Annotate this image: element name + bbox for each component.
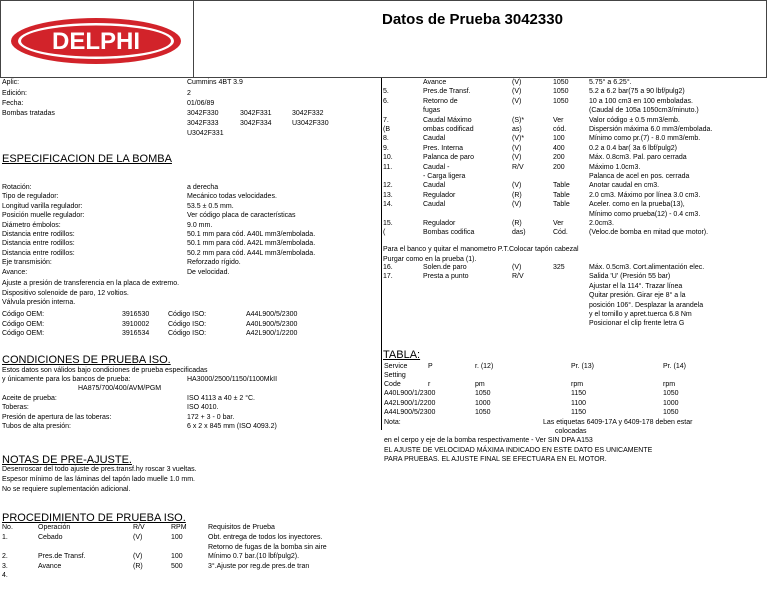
cond-value: ISO 4010. — [187, 404, 219, 412]
test-cell: (V) — [512, 79, 522, 86]
tabla-cell: 1000 — [663, 399, 679, 407]
test-cell: Regulador — [423, 220, 456, 227]
spec-value: 50.2 mm para cód. A44L mm3/embolada. — [187, 249, 316, 257]
test-cell: Regulador — [423, 191, 456, 199]
proc-cell: 500 — [171, 562, 183, 570]
tabla-header: Pr. (13) — [571, 363, 594, 370]
test-cell: 9. — [383, 144, 389, 152]
test-cell: (V) — [512, 144, 522, 152]
proc-cell: (R) — [133, 562, 143, 570]
test-cell: (V) — [512, 182, 522, 190]
test-cell: 5. — [383, 88, 389, 96]
test-cell: Ver — [553, 116, 564, 124]
oem-cell: Código ISO: — [168, 311, 207, 318]
proc-cell: Retorno de fugas de la bomba sin aire — [208, 543, 327, 551]
test-cell: Palanca de paro — [423, 154, 474, 162]
test-cell: 200 — [553, 154, 565, 162]
section-title: ESPECIFICACION DE LA BOMBA — [2, 153, 172, 165]
test-cell: 5.2 a 6.2 bar(75 a 90 lbf/pulg2) — [589, 88, 685, 96]
test-cell: cód. — [553, 126, 567, 133]
test-cell: Dispersión máxima 6.0 mm3/embolada. — [589, 126, 713, 133]
test-cell: Valor código ± 0.5 mm3/emb. — [589, 116, 680, 124]
tabla-nota: colocadas — [555, 428, 587, 435]
test-cell: Pres.de Transf. — [423, 88, 471, 96]
test-note: Para el banco y quitar el manometro P.T.Colocar tapón cabezal — [383, 246, 579, 253]
info-value: 2 — [187, 90, 191, 97]
tabla-footer: PARA PRUEBAS. EL AJUSTE FINAL SE EFECTUARA EN EL MOTOR. — [384, 456, 607, 463]
test-cell: 2.0cm3. — [589, 220, 614, 227]
proc-header: Requisitos de Prueba — [208, 524, 275, 531]
test-cell: 2.0 cm3. Máximo por línea 3.0 cm3. — [589, 191, 701, 199]
test-cell: Salida 'U' (Presión 55 bar) — [589, 273, 671, 281]
test-cell: Quitar presión. Girar eje 8° a la — [589, 292, 686, 300]
bomba-code: 3042F332 — [292, 110, 324, 117]
spec-value: 50.1 mm para cód. A40L mm3/embolada. — [187, 231, 316, 238]
test-cell: R/V — [512, 163, 524, 171]
proc-cell: 3°.Ajuste por reg.de pres.de tran — [208, 562, 310, 570]
test-cell: 14. — [383, 201, 393, 209]
spec-value: Ver código placa de características — [187, 212, 296, 220]
test-cell: 1050 — [553, 79, 569, 86]
proc-cell: 100 — [171, 534, 183, 541]
test-cell: (Caudal de 105a 1050cm3/minuto.) — [589, 107, 699, 115]
info-value: 01/06/89 — [187, 100, 215, 107]
cond-value: HA3000/2500/1150/1100MkII — [187, 376, 278, 383]
test-cell: (S)* — [512, 116, 525, 124]
tabla-cell: A44L900/5/2300 — [384, 409, 436, 416]
tabla-header: rpm — [571, 381, 584, 388]
test-cell: Palanca de acel en pos. cerrada — [589, 173, 690, 180]
tabla-cell: 1050 — [475, 390, 491, 397]
test-cell: Caudal - — [423, 163, 450, 171]
spec-value: Reforzado rígido. — [187, 259, 241, 267]
test-cell: as) — [512, 126, 522, 133]
test-cell: 0.2 a 0.4 bar( 3a 6 lbf/pulg2) — [589, 144, 677, 152]
test-cell: (V) — [512, 201, 522, 209]
tabla-footer: EL AJUSTE DE VELOCIDAD MÁXIMA INDICADO EN ESTE DATO ES UNICAMENTE — [384, 446, 653, 454]
spec-note: Dispositivo solenoide de paro, 12 voltios. — [2, 289, 129, 297]
test-cell: 100 — [553, 135, 565, 143]
tabla-header: Pr. (14) — [663, 363, 686, 370]
test-cell: Bombas codifica — [423, 229, 475, 237]
spec-label: Longitud varilla regulador: — [2, 202, 83, 210]
test-cell: Máximo 1.0cm3. — [589, 163, 641, 171]
cond-label: Tubos de alta presión: — [2, 423, 72, 430]
spec-label: Rotación: — [2, 184, 32, 191]
bomba-code: 3042F333 — [187, 120, 219, 127]
test-cell: Caudal Máximo — [423, 116, 472, 124]
test-cell: - Carga ligera — [423, 173, 466, 180]
test-cell: Mínimo como prueba(12) - 0.4 cm3. — [589, 210, 701, 218]
test-cell: Caudal — [423, 182, 446, 190]
test-cell: (R) — [512, 191, 522, 199]
test-cell: Máx. 0.8cm3. Pal. paro cerrada — [589, 154, 687, 162]
spec-value: 50.1 mm para cód. A42L mm3/embolada. — [187, 240, 316, 248]
info-label: Aplic: — [2, 79, 20, 86]
cond-value: 6 x 2 x 845 mm (ISO 4093.2) — [187, 423, 277, 430]
bomba-code: 3042F330 — [187, 110, 219, 117]
logo-text: DELPHI — [51, 28, 141, 55]
tabla-header: Service — [384, 363, 408, 370]
cond-label: Aceite de prueba: — [2, 394, 57, 402]
test-cell: ombas codificad — [423, 126, 474, 133]
spec-label: Posición muelle regulador: — [2, 212, 85, 220]
oem-cell: 3916530 — [122, 311, 150, 318]
spec-label: Avance: — [2, 268, 28, 276]
preajuste-note: Espesor mínimo de las láminas del tapón lado muelle 1.0 mm. — [2, 476, 195, 483]
proc-cell: Mínimo 0.7 bar.(10 lbf/pulg2). — [208, 553, 300, 560]
spec-label: Distancia entre rodillos: — [2, 249, 75, 257]
oem-cell: A40L900/5/2300 — [246, 320, 298, 328]
proc-cell: 100 — [171, 553, 183, 560]
proc-header: RPM — [171, 524, 187, 531]
test-cell: Solen.de paro — [423, 264, 467, 271]
cond-value: ISO 4113 a 40 ± 2 °C. — [187, 394, 255, 402]
tabla-cell: 1050 — [475, 409, 491, 416]
cond-intro: Estos datos son válidos bajo condiciones de prueba especificadas — [2, 367, 208, 374]
tabla-cell: A42L900/1/2200 — [384, 399, 436, 407]
tabla-cell: 1050 — [663, 409, 679, 416]
test-cell: (V) — [512, 97, 522, 105]
test-cell: 200 — [553, 163, 565, 171]
oem-cell: A42L900/1/2200 — [246, 330, 298, 337]
cond-value: 172 + 3 - 0 bar. — [187, 413, 235, 421]
test-cell: (Veloc.de bomba en mitad que motor). — [589, 229, 709, 237]
proc-cell: 3. — [2, 562, 8, 570]
test-cell: (V) — [512, 154, 522, 162]
test-cell: 12. — [383, 182, 393, 190]
tabla-nota-label: Nota: — [384, 419, 401, 426]
test-cell: 13. — [383, 191, 393, 199]
spec-label: Distancia entre rodillos: — [2, 231, 75, 238]
oem-cell: A44L900/5/2300 — [246, 311, 298, 318]
cond-value: HA875/700/400/AVM/PGM — [78, 385, 162, 393]
bomba-code: U3042F330 — [292, 120, 329, 127]
test-cell: 7. — [383, 116, 389, 124]
test-cell: y el tornillo y apret.tuerca 6.8 Nm — [589, 311, 692, 318]
tabla-cell: 1150 — [571, 390, 587, 397]
section-title: CONDICIONES DE PRUEBA ISO. — [2, 354, 171, 366]
tabla-cell: 1050 — [663, 390, 679, 397]
test-cell: Cód. — [553, 229, 568, 237]
info-label: Fecha: — [2, 100, 24, 107]
proc-cell: Obt. entrega de todos los inyectores. — [208, 534, 323, 541]
test-cell: Ajustar el la 114°. Trazar línea — [589, 282, 683, 290]
test-cell: (V) — [512, 264, 522, 271]
bomba-code: 3042F334 — [240, 120, 272, 127]
oem-cell: Código ISO: — [168, 320, 207, 328]
spec-label: Tipo de regulador: — [2, 193, 59, 201]
tabla-header: Setting — [384, 372, 406, 379]
proc-cell: 1. — [2, 534, 8, 541]
test-cell: Aceler. como en la prueba(13), — [589, 201, 685, 209]
oem-cell: Código OEM: — [2, 330, 45, 337]
test-cell: das) — [512, 229, 526, 237]
proc-cell: Avance — [38, 562, 62, 570]
test-cell: 8. — [383, 135, 389, 143]
test-cell: fugas — [423, 107, 441, 115]
proc-cell: 4. — [2, 572, 8, 579]
test-cell: ( — [383, 229, 386, 237]
proc-cell: 2. — [2, 553, 8, 560]
proc-cell: (V) — [133, 553, 143, 560]
spec-note: Válvula presión interna. — [2, 299, 76, 306]
test-cell: (V) — [512, 88, 522, 96]
section-title: NOTAS DE PRE-AJUSTE. — [2, 454, 132, 466]
info-value: Cummins 4BT 3.9 — [187, 79, 243, 86]
spec-note: Ajuste a presión de transferencia en la placa de extremo. — [2, 280, 180, 287]
test-cell: 1050 — [553, 88, 569, 96]
test-cell: Table — [553, 182, 570, 190]
cond-label: Toberas: — [2, 404, 29, 412]
tabla-header: P — [428, 363, 433, 370]
test-cell: Retorno de — [423, 97, 458, 105]
test-cell: Table — [553, 201, 570, 209]
test-cell: Caudal — [423, 135, 446, 143]
test-cell: Caudal — [423, 201, 446, 209]
info-label: Bombas tratadas — [2, 110, 55, 117]
oem-cell: Código OEM: — [2, 320, 45, 328]
tabla-footer: en el cerpo y eje de la bomba respectivamente - Ver SIN DPA A153 — [384, 437, 593, 444]
tabla-cell: A40L900/1/2300 — [384, 390, 436, 397]
spec-value: 9.0 mm. — [187, 221, 213, 229]
tabla-cell: 1150 — [571, 409, 587, 416]
proc-cell: Pres.de Transf. — [38, 553, 86, 560]
test-cell: Pres. Interna — [423, 144, 464, 152]
test-cell: Table — [553, 191, 570, 199]
proc-cell: Cebado — [38, 534, 63, 541]
test-cell: 10 a 100 cm3 en 100 emboladas. — [589, 97, 693, 105]
column-divider — [381, 78, 382, 430]
section-title: PROCEDIMIENTO DE PRUEBA ISO. — [2, 512, 186, 524]
test-cell: Ver — [553, 220, 564, 227]
cond-label: y únicamente para los bancos de prueba: — [2, 376, 131, 383]
oem-cell: Código OEM: — [2, 311, 45, 318]
tabla-title: TABLA: — [383, 349, 421, 361]
test-note: Purgar como en la prueba (1). — [383, 255, 477, 263]
proc-header: No. — [2, 524, 13, 531]
bomba-code: U3042F331 — [187, 130, 224, 137]
test-cell: posición 106°. Desplazar la arandela — [589, 301, 704, 309]
test-cell: Avance — [423, 79, 447, 86]
proc-cell: (V) — [133, 534, 143, 541]
test-cell: 17. — [383, 273, 393, 281]
test-cell: 6. — [383, 97, 389, 105]
oem-cell: 3910002 — [122, 320, 150, 328]
test-cell: 16. — [383, 264, 393, 271]
test-cell: R/V — [512, 273, 524, 281]
header-divider — [193, 0, 194, 78]
test-cell: 11. — [383, 163, 393, 171]
test-cell: 325 — [553, 264, 565, 271]
info-label: Edición: — [2, 90, 27, 97]
test-cell: 400 — [553, 144, 565, 152]
tabla-header: r. (12) — [475, 363, 494, 370]
cond-label: Presión de apertura de las toberas: — [2, 413, 112, 421]
tabla-nota: Las etiquetas 6409-17A y 6409-178 deben estar — [543, 419, 693, 426]
spec-label: Diámetro émbolos: — [2, 221, 61, 229]
tabla-cell: 1100 — [571, 399, 587, 407]
test-cell: Posicionar el clip frente letra G — [589, 320, 685, 328]
spec-value: De velocidad. — [187, 268, 230, 276]
spec-label: Eje transmisión: — [2, 259, 52, 267]
test-cell: Presta a punto — [423, 273, 469, 281]
test-cell: Mínimo como pr.(7) - 8.0 mm3/emb. — [589, 135, 701, 143]
preajuste-note: No se requiere suplementación adicional. — [2, 486, 131, 493]
tabla-header: Code — [384, 381, 401, 388]
test-cell: Máx. 0.5cm3. Cort.alimentación elec. — [589, 264, 705, 271]
test-cell: Anotar caudal en cm3. — [589, 182, 660, 190]
spec-label: Distancia entre rodillos: — [2, 240, 75, 248]
tabla-cell: 1000 — [475, 399, 491, 407]
proc-header: Operación — [38, 524, 71, 531]
bomba-code: 3042F331 — [240, 110, 272, 117]
spec-value: a derecha — [187, 184, 219, 191]
oem-cell: Código ISO: — [168, 330, 207, 337]
test-cell: 10. — [383, 154, 393, 162]
preajuste-note: Desenroscar del todo ajuste de pres.transf.hy roscar 3 vueltas. — [2, 466, 197, 473]
page-title: Datos de Prueba 3042330 — [382, 11, 563, 28]
oem-cell: 3916534 — [122, 330, 150, 337]
spec-value: 53.5 ± 0.5 mm. — [187, 202, 234, 210]
test-cell: (R) — [512, 220, 522, 227]
test-cell: 5.75° a 6.25°. — [589, 79, 632, 86]
delphi-logo — [10, 17, 182, 65]
test-cell: 15. — [383, 220, 393, 227]
tabla-header: r — [428, 381, 431, 388]
proc-header: R/V — [133, 524, 145, 531]
tabla-header: pm — [475, 381, 485, 388]
test-cell: (B — [383, 126, 390, 133]
test-cell: (V)* — [512, 135, 525, 143]
spec-value: Mecánico todas velocidades. — [187, 193, 277, 201]
test-cell: 1050 — [553, 97, 569, 105]
tabla-header: rpm — [663, 381, 676, 388]
